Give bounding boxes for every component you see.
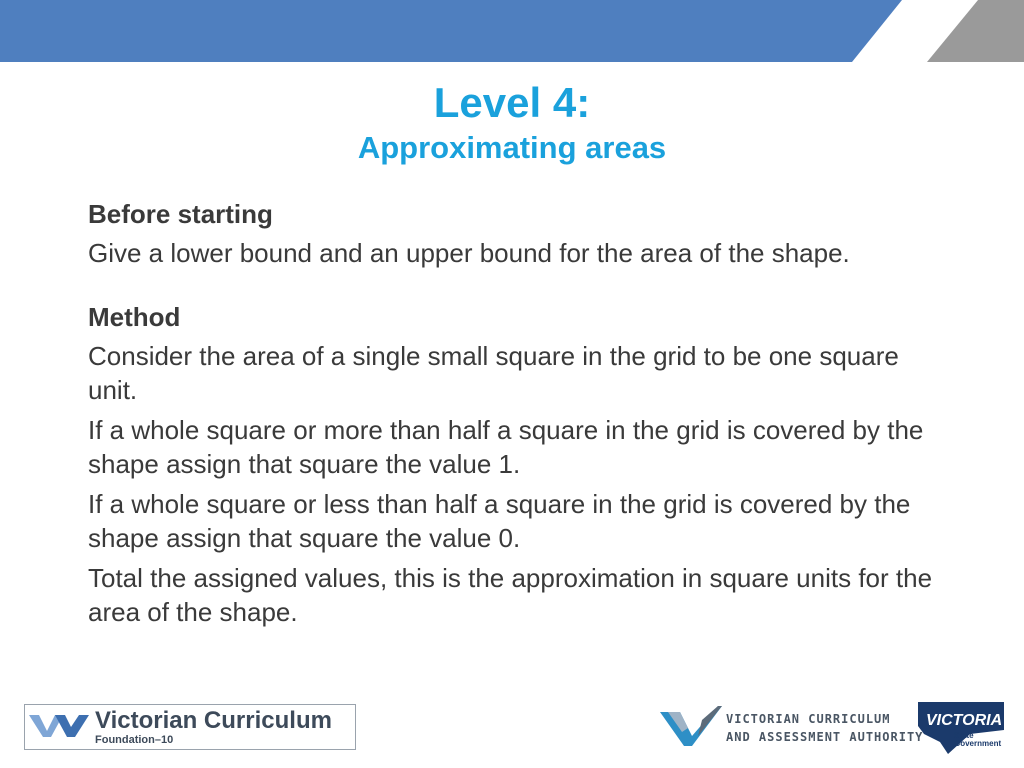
victoria-logo-subtext	[954, 732, 1001, 748]
victoria-logo-name: VICTORIA	[926, 712, 1003, 729]
victoria-government-logo	[918, 700, 1004, 756]
footer	[0, 690, 1024, 768]
method-paragraph-2: If a whole square or more than half a square in the grid is covered by the shape assign that square the value 1.	[88, 415, 924, 479]
method-paragraph-4: Total the assigned values, this is the approximation in square units for the area of the shape.	[88, 563, 933, 627]
method-paragraph-1: Consider the area of a single small square in the grid to be one square unit.	[88, 341, 899, 405]
vcaa-logo	[658, 702, 924, 750]
victoria-logo-state: State	[954, 731, 974, 740]
vc-chevron-icon	[29, 711, 91, 739]
header-stripes	[0, 0, 1024, 62]
header-band	[0, 0, 1024, 62]
header-blue-bar	[0, 0, 902, 62]
vcaa-logo-line1: VICTORIAN CURRICULUM	[726, 712, 891, 726]
victoria-logo-government: Government	[954, 739, 1002, 748]
page-subtitle: Approximating areas	[357, 130, 667, 165]
vc-logo-sub: Foundation–10	[95, 734, 174, 746]
method-paragraph-3: If a whole square or less than half a square in the grid is covered by the shape assign that square the value 0.	[88, 489, 911, 553]
header-gray-stripe	[927, 0, 1024, 62]
method-heading: Method	[88, 302, 181, 332]
victorian-curriculum-logo	[24, 704, 356, 750]
slide-content	[88, 198, 948, 629]
vc-logo-name: Victorian Curriculum	[95, 707, 332, 734]
vcaa-logo-line2: AND ASSESSMENT AUTHORITY	[726, 730, 924, 744]
before-starting-heading: Before starting	[88, 199, 273, 229]
page-title: Level 4:	[433, 79, 591, 126]
vcaa-check-icon	[658, 702, 724, 750]
title-block	[0, 78, 1024, 168]
before-starting-text: Give a lower bound and an upper bound for the area of the shape.	[88, 238, 850, 268]
section-gap	[88, 270, 948, 301]
